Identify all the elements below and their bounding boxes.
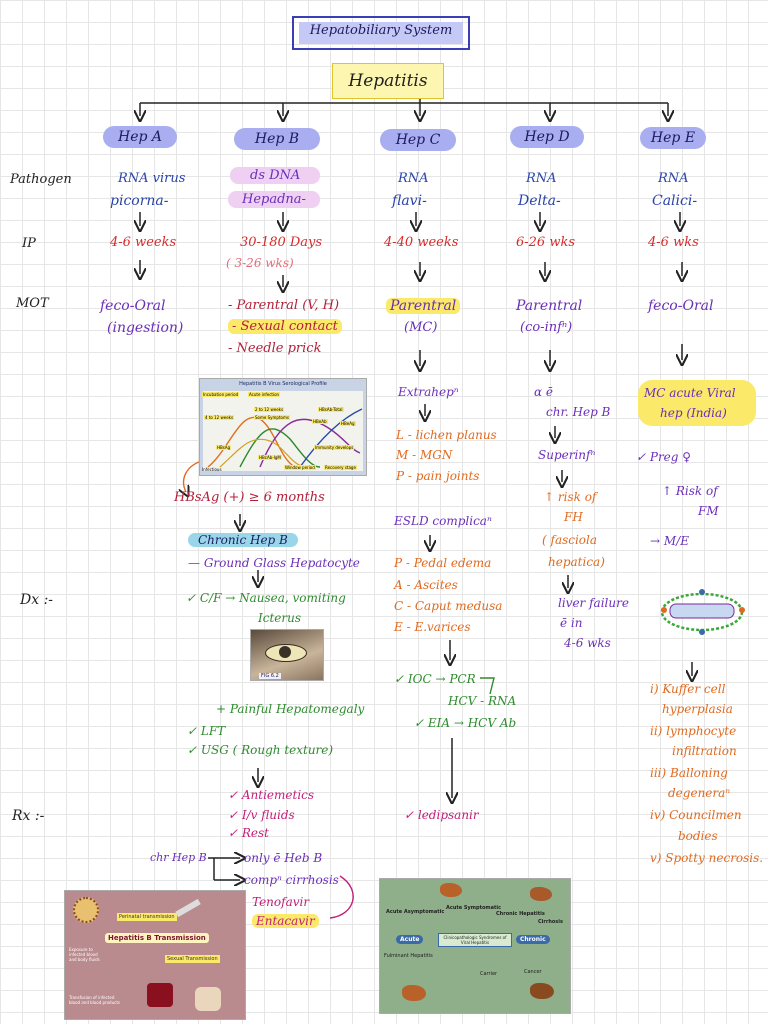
graph-label-1: Acute infection <box>249 392 280 397</box>
poster-title: Hepatitis B Transmission <box>105 933 209 943</box>
poster-liver-icon-1 <box>440 883 462 897</box>
eye-photo-caption: FIG 6.2 <box>261 673 279 679</box>
hep-e-ip: 4-6 wks <box>648 235 699 250</box>
syndrome-label-1: Acute Symptomatic <box>446 905 502 911</box>
syndrome-label-3: Cirrhosis <box>538 919 563 925</box>
topic-title-box <box>332 63 444 99</box>
row-label-dx: Dx :- <box>20 592 54 608</box>
hep-d-pathogen-2: Delta- <box>518 193 561 209</box>
hep-b-rx-2: ✓ I/v fluids <box>228 808 295 822</box>
hep-d-liver-1: liver failure <box>558 596 629 610</box>
hep-e-finding-4b: bodies <box>678 829 718 843</box>
syndrome-label-8: Cancer <box>524 969 542 975</box>
hep-b-cf-1: ✓ C/F → Nausea, vomiting <box>186 591 346 605</box>
hep-b-ip-2: ( 3-26 wks) <box>226 256 294 270</box>
hep-e-mot-1: feco-Oral <box>648 298 714 314</box>
row-label-rx: Rx :- <box>12 808 45 824</box>
hep-b-mot-2 <box>228 319 342 334</box>
hep-d-pathogen-1: RNA <box>526 171 557 186</box>
poster-label-0: Perinatal transmission <box>119 914 175 920</box>
hep-c-ip: 4-40 weeks <box>384 235 459 250</box>
hep-e-finding-1b: hyperplasia <box>662 702 733 716</box>
hep-e-finding-3b: degeneraⁿ <box>668 786 731 800</box>
graph-label-9: HBcAb-IgM <box>259 455 281 460</box>
pill-hep-e: Hep E <box>640 127 706 149</box>
hep-b-cf-2: Icterus <box>258 611 302 625</box>
syndrome-label-2: Chronic Hepatitis <box>496 911 545 917</box>
system-title-box <box>292 16 470 50</box>
hep-c-m: M - MGN <box>396 448 453 462</box>
hep-e-pathogen-1: RNA <box>658 171 689 186</box>
syndrome-label-6: Fulminant Hepatitis <box>384 953 433 959</box>
syndrome-label-7: Carrier <box>480 971 498 977</box>
hep-b-mot-1: - Parentral (V, H) <box>228 298 340 313</box>
hep-b-chr-1: only ē Heb B <box>244 851 323 865</box>
row-label-ip: IP <box>22 236 36 251</box>
hep-e-preg: ✓ Preg ♀ <box>636 450 692 464</box>
hep-b-hbsag: HBsAg (+) ≥ 6 months <box>174 490 325 505</box>
hep-c-ascites: A - Ascites <box>394 578 458 592</box>
syndrome-label-4: Acute <box>396 935 423 944</box>
poster-liver-icon-2 <box>530 887 552 901</box>
graph-label-13: Infectious <box>202 467 222 472</box>
poster-liver-icon-3 <box>402 985 426 1001</box>
hep-d-coinf-2: chr. Hep B <box>546 405 611 419</box>
hep-c-l: L - lichen planus <box>396 428 497 442</box>
hep-c-dx-3: ✓ EIA → HCV Ab <box>414 716 517 730</box>
hep-c-esld: ESLD complicaⁿ <box>394 514 492 528</box>
poster-couple-icon <box>195 987 221 1011</box>
syndrome-label-5: Chronic <box>516 935 550 944</box>
poster-virus-icon <box>73 897 99 923</box>
hep-c-caput: C - Caput medusa <box>394 599 503 613</box>
hep-b-chr-label: chr Hep B <box>150 851 207 864</box>
hep-c-extrahep: Extrahepⁿ <box>398 385 459 399</box>
hep-c-p: P - pain joints <box>396 469 480 483</box>
hep-e-pathogen-2: Calici- <box>652 193 698 209</box>
hep-b-chronic <box>188 533 298 547</box>
hep-b-usg: ✓ USG ( Rough texture) <box>187 743 334 757</box>
hep-b-drug-1: Tenofavir <box>252 895 310 909</box>
system-title: Hepatobiliary System <box>309 23 453 38</box>
hep-b-rx-3: ✓ Rest <box>228 826 269 840</box>
hep-d-liver-3: 4-6 wks <box>564 636 611 650</box>
hep-b-pathogen-2-text: Hepadna- <box>228 191 320 208</box>
hep-b-pathogen-2 <box>228 192 320 207</box>
graph-label-10: Immunity develops <box>315 445 354 450</box>
poster-label-3: Transfusion of infected blood and blood products <box>69 995 120 1005</box>
hep-c-dx-2: HCV - RNA <box>448 694 517 708</box>
hep-c-pedal: P - Pedal edema <box>394 556 492 570</box>
poster-blood-icon <box>147 983 173 1007</box>
graph-label-6: HBeAb <box>313 419 327 424</box>
pill-hep-a: Hep A <box>103 126 177 148</box>
hep-d-superinf: Superinfⁿ <box>538 448 596 462</box>
hep-b-ip-1: 30-180 Days <box>240 235 323 250</box>
pill-hep-c: Hep C <box>380 129 456 151</box>
graph-label-4: 4 to 12 weeks <box>205 415 234 420</box>
hep-b-transmission-poster <box>64 890 246 1020</box>
hep-e-finding-3: iii) Balloning <box>650 766 728 780</box>
hep-e-finding-2b: infiltration <box>672 744 737 758</box>
graph-label-11: Window period <box>285 465 315 470</box>
hep-b-pathogen-1-text: ds DNA <box>230 167 320 184</box>
poster-label-2: Exposure to infected blood and body fluids <box>69 947 100 962</box>
hep-b-drug-2-text: Entacavir <box>252 914 319 928</box>
graph-label-12: Recovery stage <box>325 465 356 470</box>
hep-b-mot-2-text: - Sexual contact <box>228 319 342 334</box>
hep-c-mot-1-text: Parentral <box>386 298 460 314</box>
hep-c-dx-1: ✓ IOC → PCR <box>394 672 476 686</box>
topic-title: Hepatitis <box>348 71 428 91</box>
hep-a-mot-1: feco-Oral <box>100 298 166 314</box>
hep-a-pathogen-2: picorna- <box>110 193 169 209</box>
hep-e-mc-2: hep (India) <box>660 406 727 420</box>
hep-d-risk-2: FH <box>564 510 583 524</box>
pill-hep-d: Hep D <box>510 126 584 148</box>
hep-b-chronic-text: Chronic Hep B <box>188 533 298 547</box>
hep-b-rx-1: ✓ Antiemetics <box>228 788 315 802</box>
hep-d-coinf-1: α ē <box>534 385 554 399</box>
graph-label-7: HBeAg <box>341 421 355 426</box>
graph-label-5: HBsAb-Total <box>319 407 343 412</box>
poster-liver-icon-4 <box>530 983 554 999</box>
hep-d-mot-2: (co-infⁿ) <box>520 320 573 335</box>
hep-b-mot-3: - Needle prick <box>228 341 322 356</box>
hep-b-ground-glass: — Ground Glass Hepatocyte <box>188 556 360 570</box>
hep-b-pathogen-1 <box>230 168 320 183</box>
hep-e-risk-2: FM <box>698 504 719 518</box>
hep-e-genome-svg <box>656 580 752 644</box>
icterus-eye-photo <box>250 629 324 681</box>
hep-d-mot-1: Parentral <box>516 298 583 314</box>
hep-c-mot-1 <box>386 298 460 314</box>
hep-b-lft: ✓ LFT <box>187 724 226 738</box>
hep-e-me: → M/E <box>650 534 689 548</box>
graph-label-0: Incubation period <box>203 392 239 397</box>
hep-d-liver-2: ē in <box>560 616 583 630</box>
hep-e-finding-2: ii) lymphocyte <box>650 724 737 738</box>
hep-b-serology-graph <box>199 378 367 476</box>
hep-a-ip: 4-6 weeks <box>110 235 177 250</box>
hep-e-virus-diagram <box>656 580 752 644</box>
hep-d-fasciola-1: ( fasciola <box>542 533 598 547</box>
syndrome-label-9: Clinicopathologic Syndromes of Viral Hepatitis <box>438 933 512 947</box>
hep-c-pathogen-1: RNA <box>398 171 429 186</box>
hep-c-mot-2: (MC) <box>404 320 438 335</box>
serology-graph-title: Hepatitis B Virus Serological Profile <box>239 381 327 387</box>
hep-d-ip: 6-26 wks <box>516 235 576 250</box>
hep-c-pathogen-2: flavi- <box>392 193 427 209</box>
hep-c-rx: ✓ ledipsanir <box>404 808 479 822</box>
hep-b-painful: + Painful Hepatomegaly <box>216 702 365 716</box>
hep-a-pathogen-1: RNA virus <box>118 171 186 186</box>
poster-label-1: Sexual Transmission <box>167 956 218 962</box>
viral-hepatitis-syndromes-poster <box>379 878 571 1014</box>
hep-e-mc-1: MC acute Viral <box>644 386 736 400</box>
hep-e-finding-4: iv) Councilmen <box>650 808 742 822</box>
hep-c-varices: E - E.varices <box>394 620 471 634</box>
poster-syringe-icon <box>175 899 201 917</box>
row-label-mot: MOT <box>16 296 49 311</box>
hep-a-mot-2: (ingestion) <box>107 320 184 336</box>
hep-e-risk-1: ↑ Risk of <box>662 484 718 498</box>
hep-e-finding-1: i) Kuffer cell <box>650 682 726 696</box>
hep-b-chr-2: compⁿ cirrhosis <box>244 873 339 887</box>
pill-hep-b: Hep B <box>234 128 320 150</box>
syndrome-label-0: Acute Asymptomatic <box>386 909 445 915</box>
graph-label-2: 2 to 12 weeks <box>255 407 284 412</box>
eye-iris <box>279 646 291 658</box>
graph-label-3: Some Symptoms <box>255 415 289 420</box>
graph-label-8: HBsAg <box>217 445 231 450</box>
hep-e-finding-5: v) Spotty necrosis. <box>650 851 764 865</box>
hep-b-drug-2 <box>252 914 319 928</box>
row-label-pathogen: Pathogen <box>10 172 72 187</box>
hep-d-fasciola-2: hepatica) <box>548 555 605 569</box>
hep-d-risk-1: ↑ risk of <box>544 490 597 504</box>
